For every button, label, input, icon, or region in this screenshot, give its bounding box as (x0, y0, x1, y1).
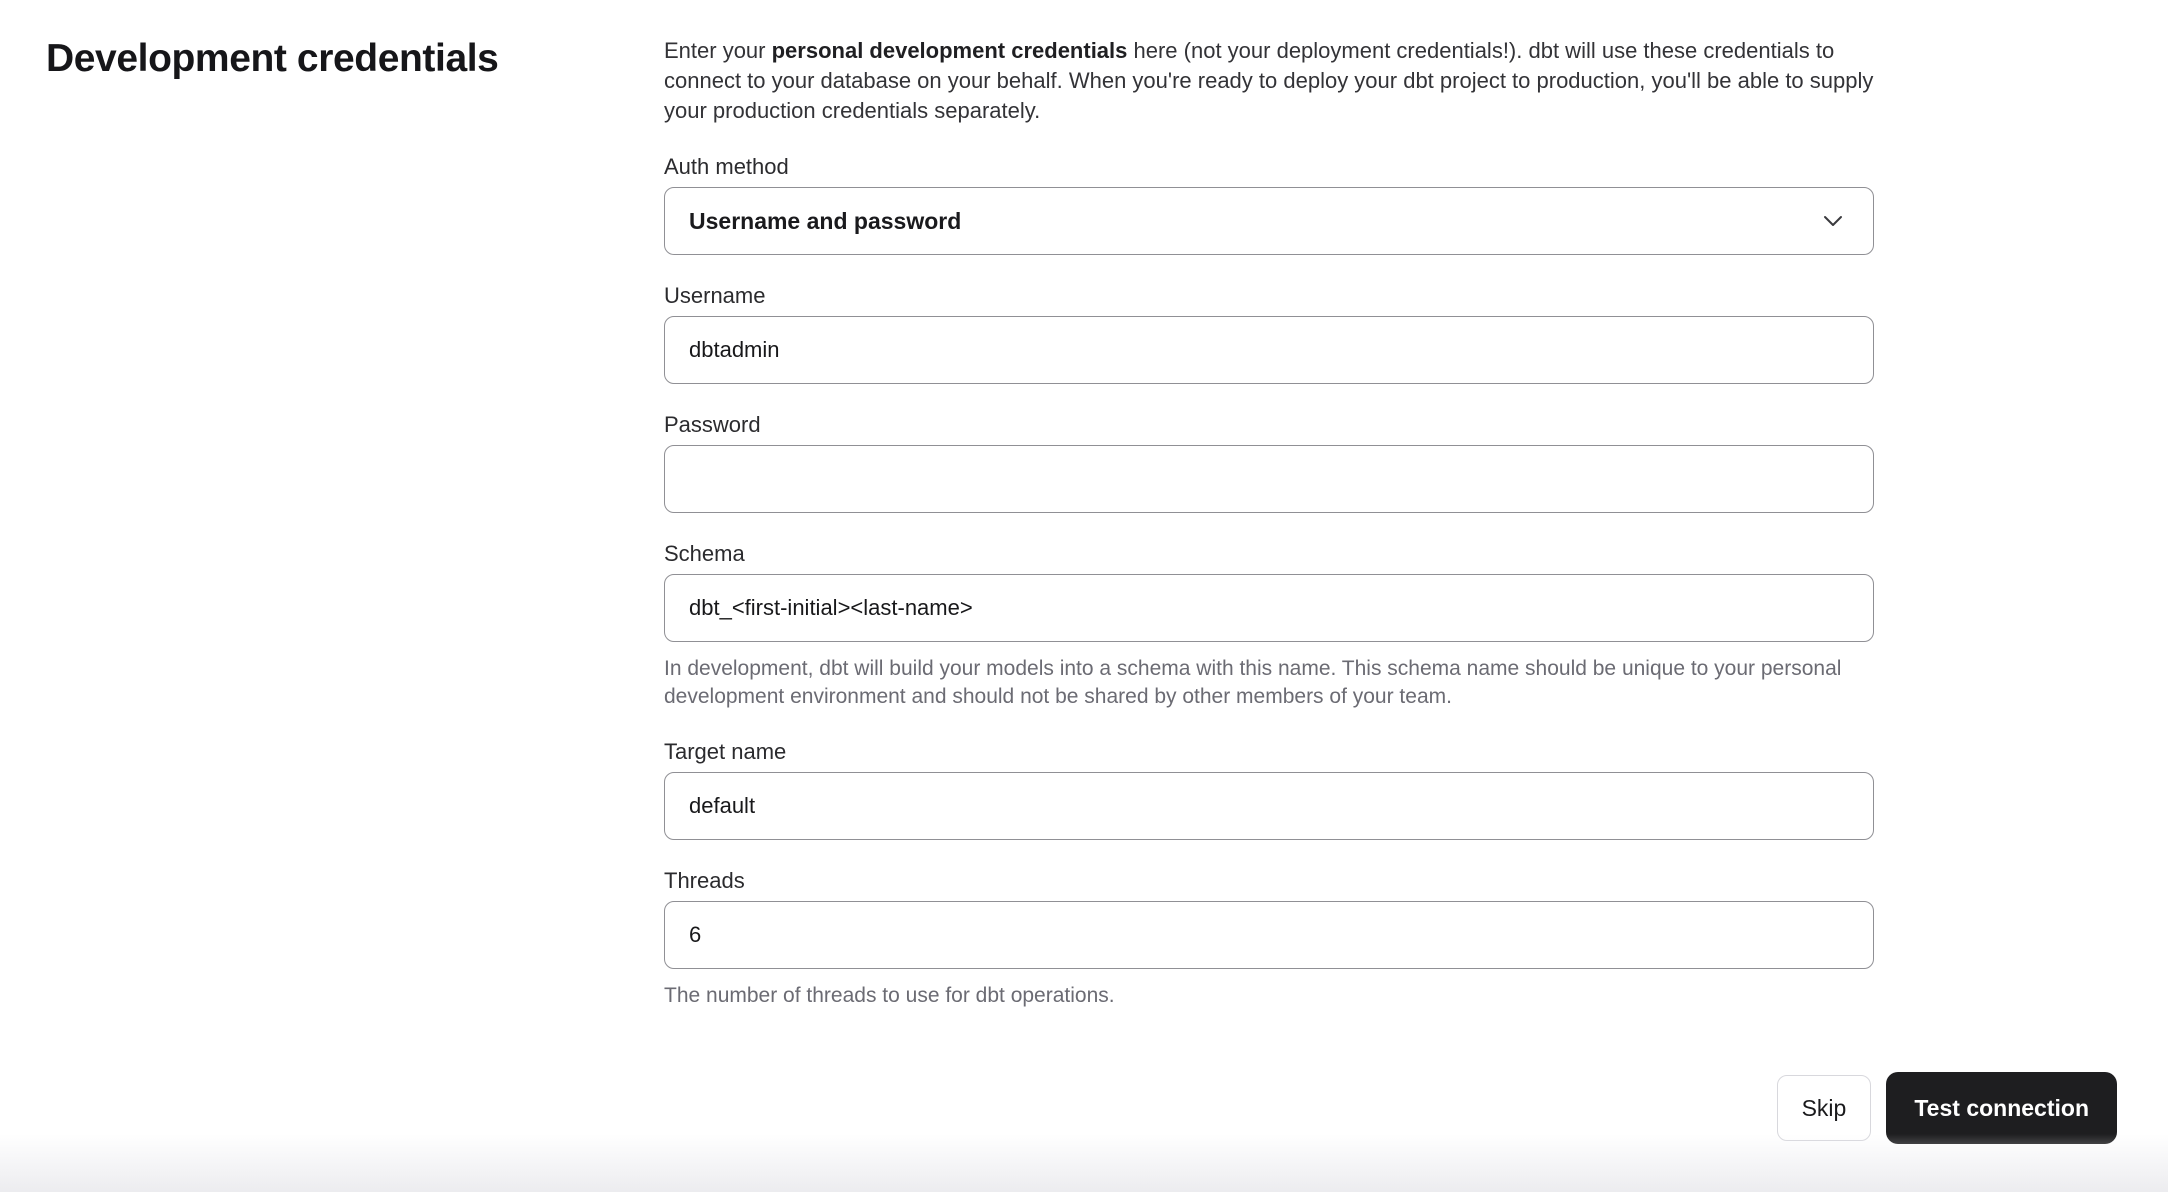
threads-label: Threads (664, 868, 745, 893)
test-connection-button[interactable]: Test connection (1886, 1072, 2117, 1144)
intro-text (664, 36, 1874, 126)
auth-method-selected-value: Username and password (689, 207, 962, 234)
field-target-name (664, 738, 1874, 840)
skip-button[interactable]: Skip (1777, 1075, 1872, 1141)
auth-method-select[interactable] (664, 187, 1874, 255)
page-title: Development credentials (46, 37, 499, 80)
target-name-label: Target name (664, 739, 787, 764)
schema-input[interactable] (664, 574, 1874, 642)
field-auth-method (664, 153, 1874, 255)
chevron-down-icon (1823, 215, 1843, 227)
field-threads (664, 867, 1874, 1010)
field-password (664, 411, 1874, 513)
schema-label: Schema (664, 541, 745, 566)
threads-input[interactable] (664, 901, 1874, 969)
credentials-form (664, 36, 1874, 1010)
schema-help-text: In development, dbt will build your models into a schema with this name. This schema name should be unique to your personal development environment and should not be shared by other members of your team. (664, 657, 1842, 708)
field-username (664, 282, 1874, 384)
intro-text-start: Enter your (664, 38, 772, 63)
field-schema (664, 540, 1874, 711)
target-name-input[interactable] (664, 772, 1874, 840)
intro-text-emphasis: personal development credentials (771, 38, 1128, 63)
password-label: Password (664, 412, 761, 437)
intro-text-end: here (not your deployment credentials!). dbt will use these credentials to connect to your database on your behalf. When you're ready to deploy your dbt project to production, you'll be able to supply your production credentials separately. (664, 38, 1874, 123)
username-label: Username (664, 283, 766, 308)
auth-method-label: Auth method (664, 154, 789, 179)
threads-help-text: The number of threads to use for dbt operations. (664, 984, 1115, 1007)
title-column (46, 36, 664, 1010)
username-input[interactable] (664, 316, 1874, 384)
footer-actions (1777, 1072, 2117, 1144)
password-input[interactable] (664, 445, 1874, 513)
